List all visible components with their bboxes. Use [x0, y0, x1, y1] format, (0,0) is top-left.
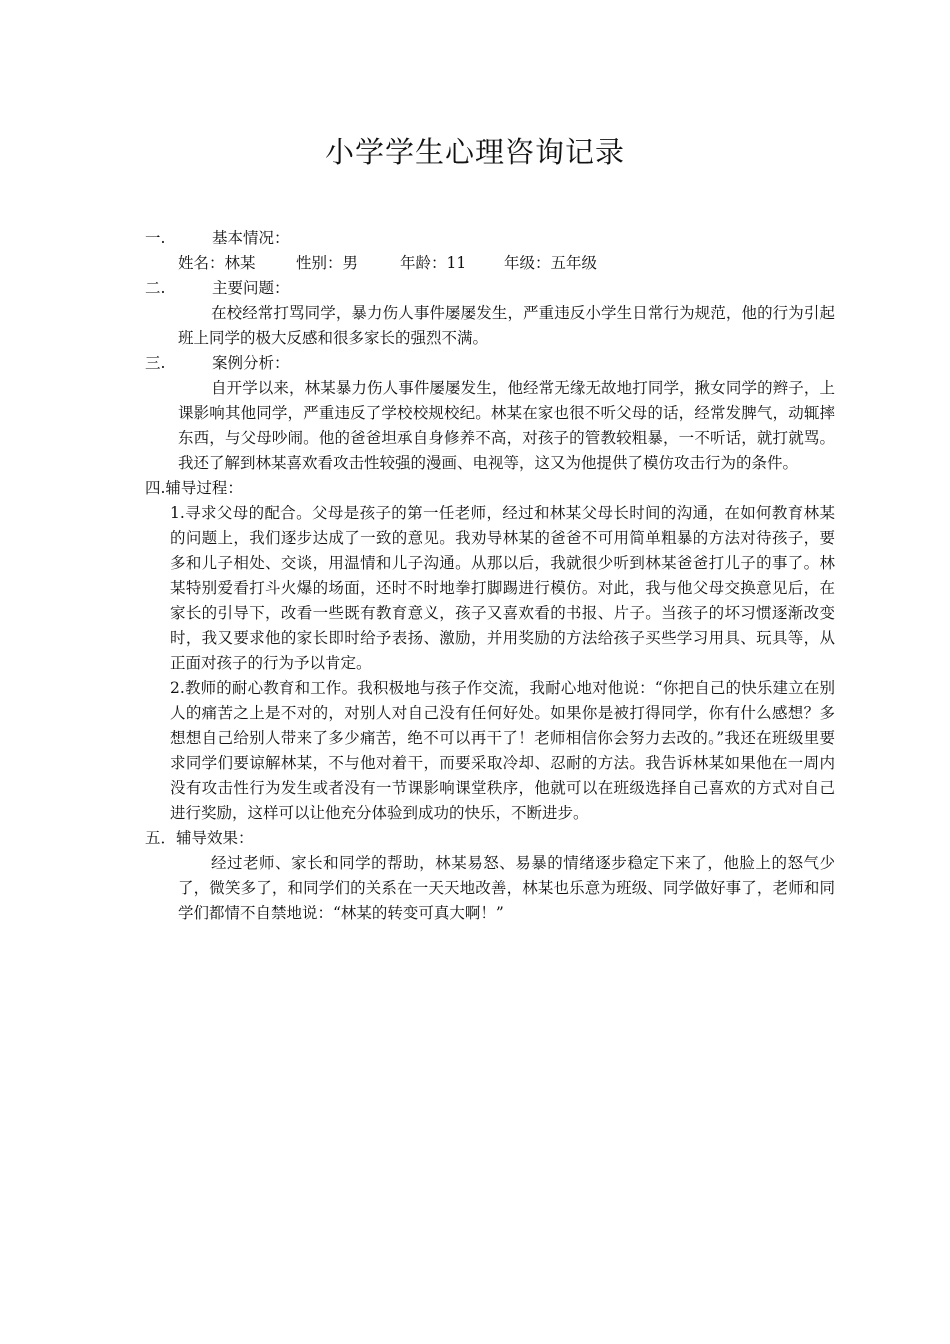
case-analysis-text: 自开学以来，林某暴力伤人事件屡屡发生，他经常无缘无故地打同学，揪女同学的辫子，上课影响其他同学，严重违反了学校校规校纪。林某在家也很不听父母的话，经常发脾气，动辄摔东西，与父母吵闹。他的爸爸坦承自身修养不高，对孩子的管教较粗暴，一不听话，就打就骂。我还了解到林某喜欢看攻击性较强的漫画、电视等，这又为他提供了模仿攻击行为的条件。	[178, 379, 835, 472]
page-title: 小学学生心理咨询记录	[324, 135, 625, 169]
student-age: 年龄：11	[400, 254, 467, 272]
section-basic-info-heading	[145, 226, 835, 251]
basic-info-row	[145, 251, 835, 276]
section-title: 五．辅导效果：	[145, 829, 254, 847]
student-name: 姓名：林某	[178, 254, 256, 272]
section-case-analysis-heading	[145, 351, 835, 376]
counseling-effect-text: 经过老师、家长和同学的帮助，林某易怒、易暴的情绪逐步稳定下来了，他脸上的怒气少了，微笑多了，和同学们的关系在一天天地改善，林某也乐意为班级、同学做好事了，老师和同学们都情不自禁地说：“林某的转变可真大啊！”	[178, 854, 835, 922]
counseling-step-2: 2.教师的耐心教育和工作。我积极地与孩子作交流，我耐心地对他说：“你把自己的快乐建立在别人的痛苦之上是不对的，对别人对自己没有任何好处。如果你是被打得同学，你有什么感想？多想想自己给别人带来了多少痛苦，绝不可以再干了！老师相信你会努力去改的。”我还在班级里要求同学们要谅解林某，不与他对着干，而要采取冷却、忍耐的方法。我告诉林某如果他在一周内没有攻击性行为发生或者没有一节课影响课堂秩序，他就可以在班级选择自己喜欢的方式对自己进行奖励，这样可以让他充分体验到成功的快乐，不断进步。	[170, 679, 835, 822]
section-title: 四.辅导过程：	[145, 479, 243, 497]
section-title: 基本情况：	[212, 229, 290, 247]
counseling-step-1: 1.寻求父母的配合。父母是孩子的第一任老师，经过和林某父母长时间的沟通，在如何教育林某的问题上，我们逐步达成了一致的意见。我劝导林某的爸爸不可用简单粗暴的方法对待孩子，要多和儿子相处、交谈，用温情和儿子沟通。从那以后，我就很少听到林某爸爸打儿子的事了。林某特别爱看打斗火爆的场面，还时不时地拳打脚踢进行模仿。对此，我与他父母交换意见后，在家长的引导下，改看一些既有教育意义，孩子又喜欢看的书报、片子。当孩子的坏习惯逐渐改变时，我又要求他的家长即时给予表扬、激励，并用奖励的方法给孩子买些学习用具、玩具等，从正面对孩子的行为予以肯定。	[170, 504, 835, 672]
student-gender: 性别：男	[296, 254, 359, 272]
section-title: 案例分析：	[212, 354, 290, 372]
section-number: 一.	[145, 229, 166, 247]
section-counseling-process-heading	[145, 476, 835, 501]
section-number: 二.	[145, 279, 166, 297]
section-counseling-effect-heading	[145, 826, 835, 851]
document-body	[145, 226, 835, 926]
section-number: 三.	[145, 354, 166, 372]
section-main-problem-heading	[145, 276, 835, 301]
student-grade: 年级：五年级	[504, 254, 598, 272]
section-title: 主要问题：	[212, 279, 290, 297]
main-problem-text: 在校经常打骂同学，暴力伤人事件屡屡发生，严重违反小学生日常行为规范，他的行为引起班上同学的极大反感和很多家长的强烈不满。	[178, 304, 835, 347]
